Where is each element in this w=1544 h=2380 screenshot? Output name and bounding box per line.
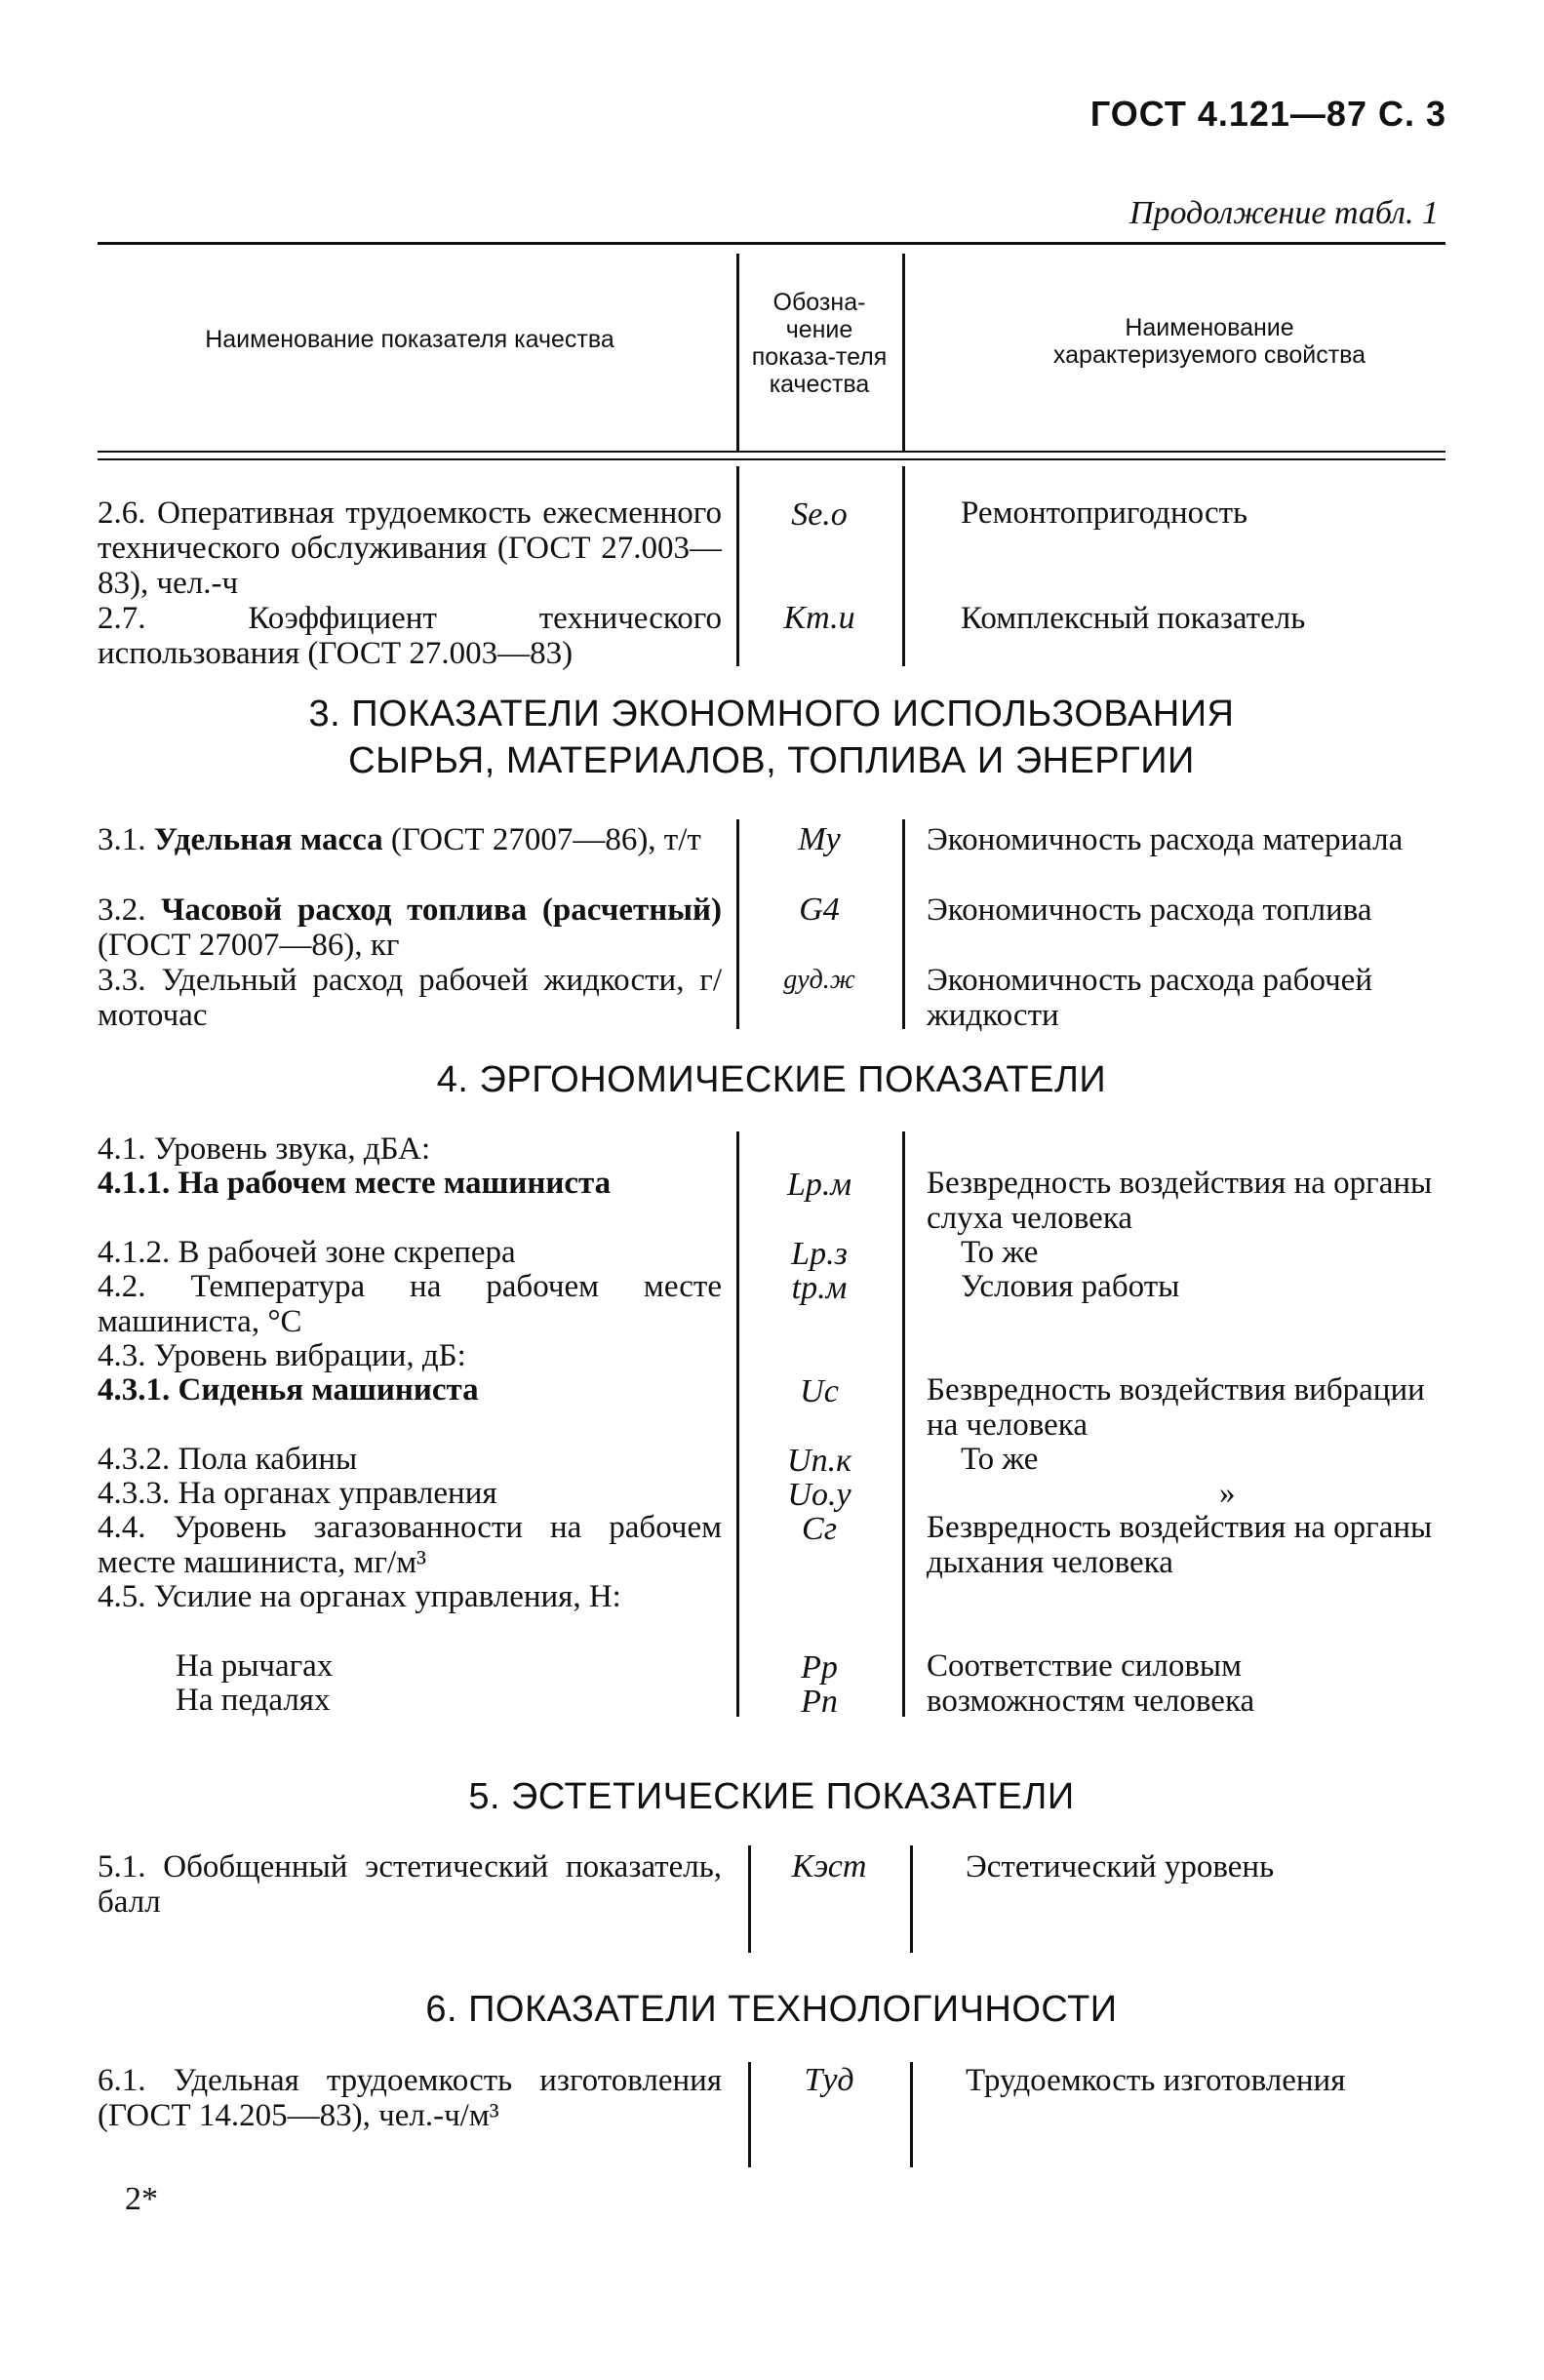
table-row-name: 4.3.1. Сиденья машиниста — [98, 1372, 479, 1408]
table-row-property: Экономичность расхода рабочей жидкости — [927, 963, 1372, 1033]
table-row-property: Безвредность воздействия на органы дыхания человека — [927, 1510, 1433, 1580]
table-row-name: 3.2. Часовой расход топлива (расчетный) (ГОСТ 27007—86), кг — [98, 892, 723, 963]
table-row-property: Экономичность расхода материала — [927, 822, 1404, 857]
table-row-symbol: Kт.и — [783, 600, 855, 636]
table-row-property: Трудоемкость изготовления — [966, 2063, 1346, 2098]
table-row-property: » — [1219, 1476, 1236, 1511]
table-row-symbol: tр.м — [791, 1270, 848, 1306]
table-row-name: 4.2. Температура на рабочем месте машиниста, °С — [98, 1269, 722, 1339]
table-row-property: Комплексный показатель — [961, 601, 1306, 636]
table-row-name: На педалях — [176, 1683, 331, 1718]
table-row-property: То же — [961, 1442, 1039, 1477]
table-row-symbol: Uс — [800, 1373, 839, 1409]
table-row-symbol: G4 — [799, 892, 840, 928]
table-row-symbol: Mу — [798, 821, 841, 857]
table-row-property: Безвредность воздействия вибрации на человека — [927, 1372, 1425, 1443]
column-header-property: Наименование характеризуемого свойства — [1052, 314, 1366, 369]
table-row-name: 4.1.1. На рабочем месте машиниста — [98, 1166, 612, 1201]
table-continuation-note: Продолжение табл. 1 — [1128, 195, 1439, 231]
table-row-symbol: Tуд — [804, 2062, 854, 2098]
table-row-symbol: Uо.у — [787, 1477, 851, 1513]
table-row-name: На рычагах — [176, 1648, 334, 1684]
table-row-property: Соответствие силовым возможностям человека — [927, 1648, 1255, 1719]
table-row-symbol: Lр.з — [791, 1236, 848, 1272]
table-row-name: 4.4. Уровень загазованности на рабочем месте машиниста, мг/м³ — [98, 1510, 722, 1580]
header-top-rule — [98, 242, 1445, 245]
table-row-name: 4.1.2. В рабочей зоне скрепера — [98, 1235, 516, 1270]
table-row-symbol: Kэст — [791, 1848, 867, 1884]
page-header: ГОСТ 4.121—87 С. 3 — [1089, 94, 1446, 134]
table-row-symbol: Uп.к — [787, 1443, 851, 1479]
table-row-name: 2.7. Коэффициент технического использования (ГОСТ 27.003—83) — [98, 601, 722, 671]
header-bottom-rule-1 — [98, 451, 1445, 453]
table-row-property: Условия работы — [961, 1269, 1180, 1304]
table-row-name: 4.3.2. Пола кабины — [98, 1442, 358, 1477]
table-row-name: 2.6. Оперативная трудоемкость ежесменного технического обслуживания (ГОСТ 27.003—83), чел.-ч — [98, 496, 722, 601]
section-title: 4. ЭРГОНОМИЧЕСКИЕ ПОКАЗАТЕЛИ — [436, 1059, 1107, 1100]
section-title: 6. ПОКАЗАТЕЛИ ТЕХНОЛОГИЧНОСТИ — [425, 1989, 1118, 2030]
section-title: 5. ЭСТЕТИЧЕСКИЕ ПОКАЗАТЕЛИ — [468, 1776, 1075, 1817]
table-row-name: 3.1. Удельная масса (ГОСТ 27007—86), т/т — [98, 822, 701, 857]
table-row-symbol: Sе.о — [791, 496, 848, 533]
table-row-name: 4.5. Усилие на органах управления, Н: — [98, 1579, 621, 1614]
table-row-symbol: gуд.ж — [783, 965, 855, 995]
table-row-property: То же — [961, 1235, 1039, 1270]
table-row-name: 4.1. Уровень звука, дБА: — [98, 1131, 431, 1167]
table-row-name: 4.3.3. На органах управления — [98, 1476, 497, 1511]
table-row-property: Экономичность расхода топлива — [927, 892, 1372, 928]
column-header-name: Наименование показателя качества — [205, 326, 614, 353]
table-row-property: Безвредность воздействия на органы слуха человека — [927, 1166, 1433, 1236]
header-bottom-rule-2 — [98, 458, 1445, 460]
table-row-symbol: Pп — [801, 1684, 838, 1720]
table-row-symbol: Cг — [802, 1511, 837, 1547]
table-row-name: 5.1. Обобщенный эстетический показатель, балл — [98, 1849, 722, 1920]
table-row-property: Эстетический уровень — [966, 1849, 1275, 1884]
table-row-name: 4.3. Уровень вибрации, дБ: — [98, 1338, 466, 1373]
section-title: 3. ПОКАЗАТЕЛИ ЭКОНОМНОГО ИСПОЛЬЗОВАНИЯ СЫРЬЯ, МАТЕРИАЛОВ, ТОПЛИВА И ЭНЕРГИИ — [308, 694, 1235, 781]
table-row-name: 3.3. Удельный расход рабочей жидкости, г/моточас — [98, 963, 722, 1033]
column-header-symbol: Обозна-чение показа-теля качества — [751, 289, 888, 398]
table-row-name: 6.1. Удельная трудоемкость изготовления (ГОСТ 14.205—83), чел.-ч/м³ — [98, 2063, 722, 2133]
table-row-property: Ремонтопригодность — [961, 496, 1248, 531]
table-row-symbol: Lр.м — [786, 1167, 852, 1203]
table-row-symbol: Pр — [801, 1649, 838, 1686]
page-footer-mark: 2* — [125, 2181, 158, 2217]
